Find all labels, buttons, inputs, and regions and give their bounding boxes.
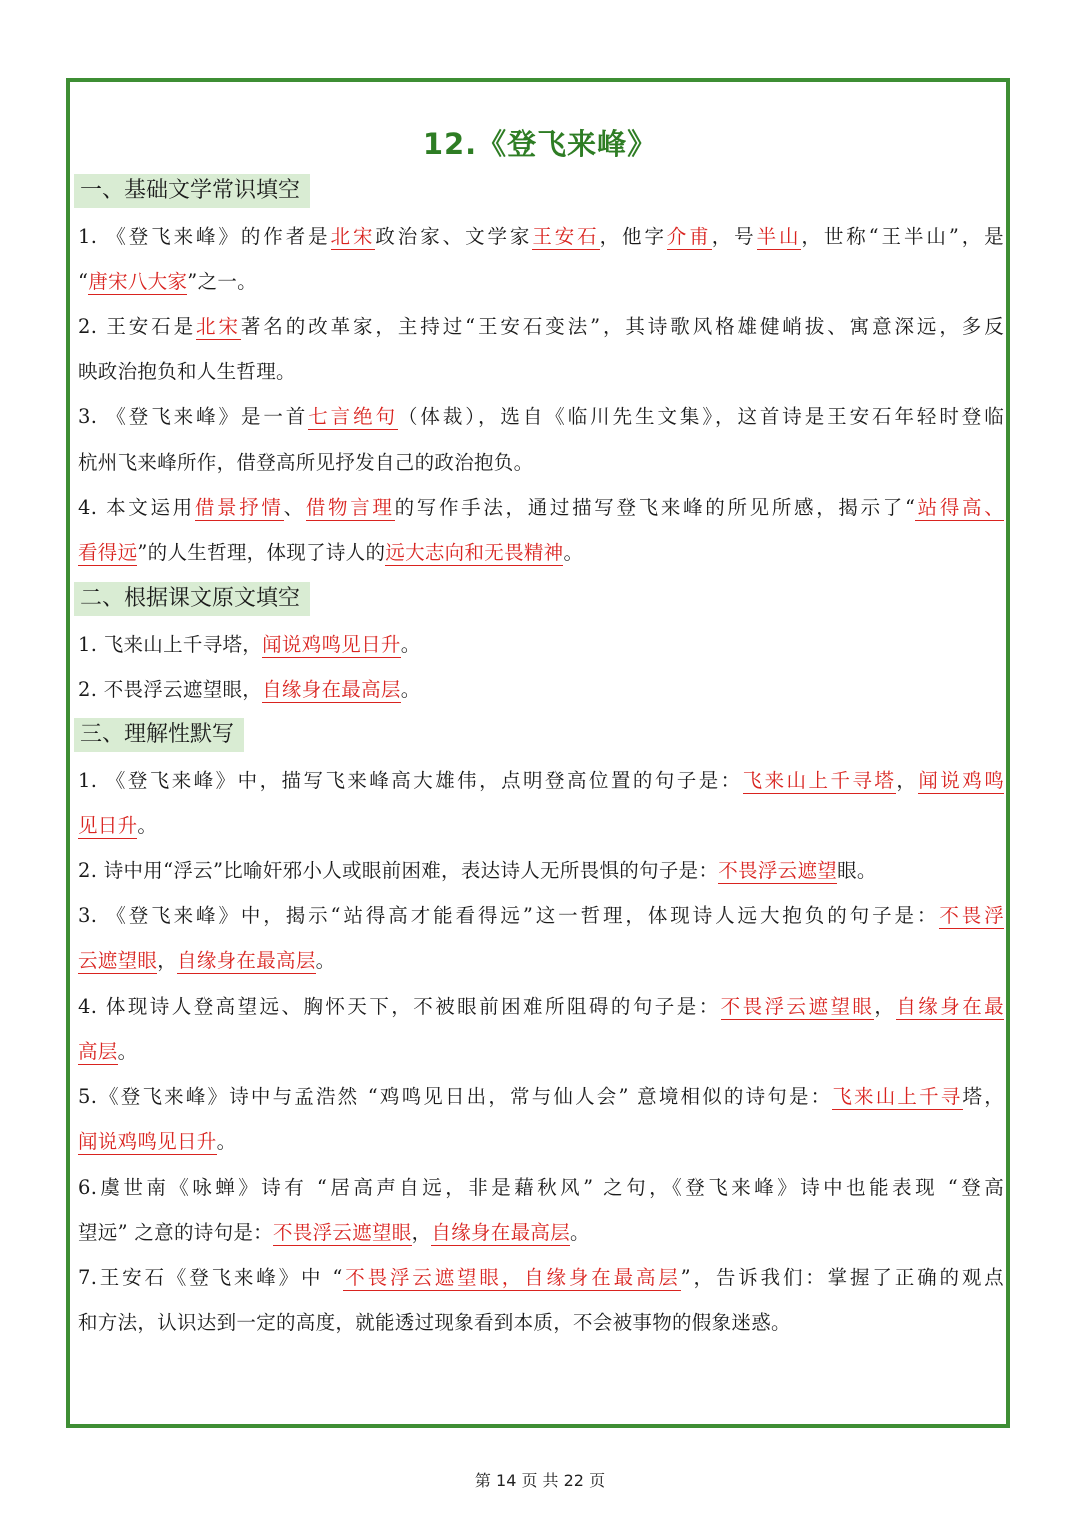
text-run: 2. 不畏浮云遮望眼， [78, 678, 263, 701]
text-run: ，号 [711, 225, 757, 248]
answer: 闻说鸡鸣见日升 [78, 1130, 217, 1153]
text-run: ， [874, 995, 897, 1018]
answer: 飞来山上千寻 [832, 1085, 963, 1108]
u5-line-2 [78, 1127, 1004, 1157]
answer: 王安石 [532, 225, 600, 248]
text-run: 塔， [962, 1085, 1004, 1108]
answer: 北宋 [196, 315, 241, 338]
text-run: 望远” 之意的诗句是： [78, 1221, 273, 1244]
answer: 不畏浮 [939, 904, 1004, 927]
text-run: ，他字 [599, 225, 667, 248]
text-run: 。 [400, 633, 421, 656]
answer: 自缘身在最高层 [262, 678, 401, 701]
text-run: 7.王安石《登飞来峰》中 “ [78, 1266, 343, 1289]
answer: 自缘身在最高层 [431, 1221, 570, 1244]
q4-line-2 [78, 538, 1004, 568]
u3-line-1 [78, 901, 1004, 931]
text-run: 。 [570, 1221, 590, 1244]
text-run: ”，告诉我们：掌握了正确的观点 [680, 1266, 1004, 1289]
answer: 介甫 [666, 225, 712, 248]
q4-line-1 [78, 493, 1004, 523]
text-run: 2. 王安石是 [78, 315, 197, 338]
u7-line-1 [78, 1263, 1004, 1293]
u1-line-1 [78, 766, 1004, 796]
f1-line [78, 630, 1004, 660]
page-title: 12.《登飞来峰》 [422, 127, 658, 161]
text-run: 3. 《登飞来峰》中，揭示“站得高才能看得远”这一哲理，体现诗人远大抱负的句子是： [78, 904, 940, 927]
text-run: ”之一。 [187, 270, 257, 293]
text-run: 的写作手法，通过描写登飞来峰的所见所感，揭示了“ [394, 496, 916, 519]
q3-line-1 [78, 402, 1004, 432]
u1-line-2 [78, 811, 1004, 841]
text-run: 1. 飞来山上千寻塔， [78, 633, 263, 656]
text-run: ”的人生哲理，体现了诗人的 [137, 541, 386, 564]
text-run: 2. 诗中用“浮云”比喻奸邪小人或眼前困难，表达诗人无所畏惧的句子是： [78, 859, 719, 882]
q1-line-1 [78, 222, 1004, 252]
answer: 自缘身在最高层 [177, 949, 316, 972]
text-run: 、 [283, 496, 306, 519]
text-run: 1. 《登飞来峰》中，描写飞来峰高大雄伟，点明登高位置的句子是： [78, 769, 743, 792]
f2-line [78, 675, 1004, 705]
text-run: ， [411, 1221, 432, 1244]
text-run: 1. 《登飞来峰》的作者是 [78, 225, 331, 248]
u6-line-1: 6.虞世南《咏蝉》诗有 “居高声自远，非是藉秋风” 之句，《登飞来峰》诗中也能表现 “登高 [78, 1176, 1004, 1199]
text-run: 4. 本文运用 [78, 496, 195, 519]
answer: 看得远 [78, 541, 138, 564]
answer: 闻说鸡鸣见日升 [262, 633, 401, 656]
text-run: 。 [400, 678, 421, 701]
text-run: 4. 体现诗人登高望远、胸怀天下，不被眼前困难所阻碍的句子是： [78, 995, 721, 1018]
answer: 远大志向和无畏精神 [385, 541, 564, 564]
answer: 不畏浮云遮望眼，自缘身在最高层 [342, 1266, 681, 1289]
u7-line-2: 和方法，认识达到一定的高度，就能透过现象看到本质，不会被事物的假象迷惑。 [78, 1311, 791, 1334]
text-run: 。 [137, 814, 158, 837]
text-run: 。 [216, 1130, 237, 1153]
answer: 不畏浮云遮望眼 [272, 1221, 412, 1244]
text-run: ， [896, 769, 919, 792]
text-run: “ [78, 270, 89, 293]
answer: 借物言理 [305, 496, 395, 519]
q1-line-2 [78, 267, 1004, 297]
u4-line-2 [78, 1037, 1004, 1067]
q2-line-2: 映政治抱负和人生哲理。 [78, 360, 296, 383]
answer: 高层 [78, 1040, 118, 1063]
q3-line-2: 杭州飞来峰所作，借登高所见抒发自己的政治抱负。 [78, 451, 534, 474]
answer: 见日升 [78, 814, 138, 837]
u6-line-2 [78, 1218, 1004, 1248]
answer: 自缘身在最 [896, 995, 1004, 1018]
text-run: ，世称“王半山”，是 [801, 225, 1004, 248]
answer: 借景抒情 [194, 496, 284, 519]
text-run: ， [157, 949, 178, 972]
u5-line-1 [78, 1082, 1004, 1112]
text-run: 。 [315, 949, 336, 972]
u2-line [78, 856, 1004, 886]
answer: 半山 [756, 225, 802, 248]
answer: 七言绝句 [308, 405, 398, 428]
q2-line-1 [78, 312, 1004, 342]
answer: 云遮望眼 [78, 949, 158, 972]
u3-line-2 [78, 946, 1004, 976]
answer: 不畏浮云遮望 [718, 859, 838, 882]
text-run: 5.《登飞来峰》诗中与孟浩然 “鸡鸣见日出，常与仙人会” 意境相似的诗句是： [78, 1085, 833, 1108]
section-heading-3: 三、理解性默写 [74, 718, 244, 752]
answer: 北宋 [330, 225, 376, 248]
answer: 闻说鸡鸣 [918, 769, 1005, 792]
text-run: 著名的改革家，主持过“王安石变法”，其诗歌风格雄健峭拔、寓意深远，多反 [240, 315, 1005, 338]
u4-line-1 [78, 992, 1004, 1022]
text-run: 。 [563, 541, 584, 564]
answer: 飞来山上千寻塔 [742, 769, 897, 792]
page-footer: 第 14 页 共 22 页 [474, 1471, 606, 1490]
answer: 站得高、 [915, 496, 1005, 519]
text-run: 眼。 [837, 859, 877, 882]
answer: 唐宋八大家 [88, 270, 188, 293]
text-run: （体裁），选自《临川先生文集》，这首诗是王安石年轻时登临 [398, 405, 1005, 428]
answer: 不畏浮云遮望眼 [720, 995, 875, 1018]
text-run: 政治家、文学家 [375, 225, 533, 248]
text-run: 3. 《登飞来峰》是一首 [78, 405, 309, 428]
text-run: 。 [117, 1040, 138, 1063]
section-heading-1: 一、基础文学常识填空 [74, 174, 310, 208]
section-heading-2: 二、根据课文原文填空 [74, 582, 310, 616]
